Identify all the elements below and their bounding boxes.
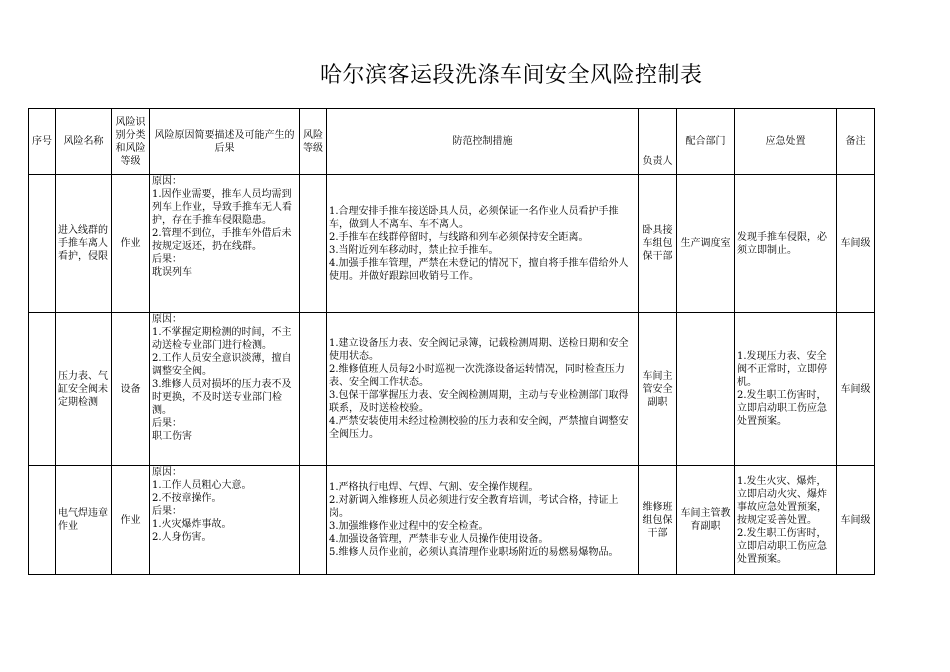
cell-no xyxy=(29,466,56,575)
cell-dept: 车间主管教育副职 xyxy=(677,466,735,575)
cell-risk-name: 进入线群的手推车离人看护，侵限 xyxy=(56,175,112,313)
cell-owner: 维修班组包保干部 xyxy=(639,466,677,575)
cell-measures xyxy=(327,313,639,466)
cell-category: 设备 xyxy=(112,313,150,466)
cause-line: 1.工作人员粗心大意。 xyxy=(152,480,252,491)
measure-line: 1.建立设备压力表、安全阀记录簿，记载检测周期、送检日期和安全使用状态。 xyxy=(329,338,629,362)
header-measures: 防范控制措施 xyxy=(327,109,639,175)
risk-control-table xyxy=(28,108,875,575)
cell-remark: 车间级 xyxy=(837,175,875,313)
cause-line: 1.因作业需要，推车人员均需到列车上作业，导致手推车无人看护，存在手推车侵限隐患。 xyxy=(152,189,292,226)
cause-line: 职工伤害 xyxy=(152,431,192,442)
header-remark: 备注 xyxy=(837,109,875,175)
cause-line: 1.不掌握定期检测的时间，不主动送检专业部门进行检测。 xyxy=(152,327,292,351)
cell-owner: 卧具接车组包保干部 xyxy=(639,175,677,313)
header-no: 序号 xyxy=(29,109,56,175)
measure-line: 1.严格执行电焊、气焊、气割、安全操作规程。 xyxy=(329,482,539,493)
cell-level xyxy=(300,175,327,313)
page-title: 哈尔滨客运段洗涤车间安全风险控制表 xyxy=(320,63,703,88)
table-row xyxy=(29,313,875,466)
cell-risk-name: 电气焊违章作业 xyxy=(56,466,112,575)
cause-line: 后果： xyxy=(152,418,182,429)
measure-line: 3.包保干部掌握压力表、安全阀检测周期，主动与专业检测部门取得联系，及时送检校验。 xyxy=(329,390,629,414)
cell-remark: 车间级 xyxy=(837,313,875,466)
header-owner: 负责人 xyxy=(639,109,677,175)
cell-cause xyxy=(150,175,300,313)
header-level: 风险等级 xyxy=(300,109,327,175)
cause-line: 2.工作人员安全意识淡薄，擅自调整安全阀。 xyxy=(152,353,292,377)
cell-level xyxy=(300,313,327,466)
cell-cause xyxy=(150,313,300,466)
cause-line: 后果： xyxy=(152,254,182,265)
header-dept: 配合部门 xyxy=(677,109,735,175)
cell-category: 作业 xyxy=(112,466,150,575)
cause-line: 原因： xyxy=(152,467,182,478)
measure-line: 2.手推车在线群停留时，与线路和列车必须保持安全距离。 xyxy=(329,231,589,243)
cell-emergency xyxy=(735,466,837,575)
cell-emergency xyxy=(735,175,837,313)
cell-measures xyxy=(327,466,639,575)
emergency-line: 1.发生火灾、爆炸，立即启动火灾、爆炸事故应急处置预案，按规定妥善处置。 xyxy=(737,475,827,526)
cell-measures xyxy=(327,175,639,313)
measure-line: 2.对新调入维修班人员必须进行安全教育培训，考试合格，持证上岗。 xyxy=(329,495,619,519)
emergency-line: 2.发生职工伤害时，立即启动职工伤应急处置预案。 xyxy=(737,390,827,427)
measure-line: 3.当附近列车移动时，禁止拉手推车。 xyxy=(329,244,499,256)
table-row xyxy=(29,175,875,313)
header-row xyxy=(29,109,875,175)
cell-emergency xyxy=(735,313,837,466)
measure-line: 3.加强维修作业过程中的安全检查。 xyxy=(329,521,489,532)
cell-cause xyxy=(150,466,300,575)
measure-line: 1.合理安排手推车接送卧具人员，必须保证一名作业人员看护手推车，做到人不离车、车不离人。 xyxy=(329,205,619,230)
measure-line: 4.加强设备管理，严禁非专业人员操作使用设备。 xyxy=(329,534,549,545)
cause-line: 后果： xyxy=(152,506,182,517)
cell-risk-name: 压力表、气缸安全阀未定期检测 xyxy=(56,313,112,466)
cell-no xyxy=(29,313,56,466)
table-row xyxy=(29,466,875,575)
cell-owner: 车间主管安全副职 xyxy=(639,313,677,466)
cause-line: 原因： xyxy=(152,314,182,325)
header-cause: 风险原因简要描述及可能产生的后果 xyxy=(150,109,300,175)
measure-line: 4.严禁安装使用未经过检测校验的压力表和安全阀，严禁擅自调整安全阀压力。 xyxy=(329,416,629,440)
cell-dept: 生产调度室 xyxy=(677,175,735,313)
header-emergency: 应急处置 xyxy=(735,109,837,175)
cause-line: 原因： xyxy=(152,176,182,187)
cell-category: 作业 xyxy=(112,175,150,313)
measure-line: 4.加强手推车管理，严禁在未登记的情况下，擅自将手推车借给外人使用。并做好跟踪回收销号工作。 xyxy=(329,257,629,282)
measure-line: 5.维修人员作业前，必须认真清理作业职场附近的易燃易爆物品。 xyxy=(329,547,619,558)
cause-line: 3.维修人员对损坏的压力表不及时更换，不及时送专业部门检测。 xyxy=(152,379,292,416)
cell-no xyxy=(29,175,56,313)
cell-level xyxy=(300,466,327,575)
emergency-line: 2.发生职工伤害时，立即启动职工伤应急处置预案。 xyxy=(737,527,827,565)
cause-line: 2.管理不到位，手推车外借后未按规定返还，扔在线群。 xyxy=(152,228,292,252)
cell-remark: 车间级 xyxy=(837,466,875,575)
header-risk-name: 风险名称 xyxy=(56,109,112,175)
emergency-line: 发现手推车侵限，必须立即制止。 xyxy=(737,231,827,256)
cause-line: 2.不按章操作。 xyxy=(152,493,222,504)
emergency-line: 1.发现压力表、安全阀不正常时，立即停机。 xyxy=(737,351,827,388)
measure-line: 2.维修值班人员每2小时巡视一次洗涤设备运转情况，同时检查压力表、安全阀工作状态。 xyxy=(329,364,625,388)
cell-dept xyxy=(677,313,735,466)
cause-line: 2.人身伤害。 xyxy=(152,532,212,543)
header-category: 风险识别分类和风险等级 xyxy=(112,109,150,175)
cause-line: 耽误列车 xyxy=(152,267,192,278)
cause-line: 1.火灾爆炸事故。 xyxy=(152,519,232,530)
